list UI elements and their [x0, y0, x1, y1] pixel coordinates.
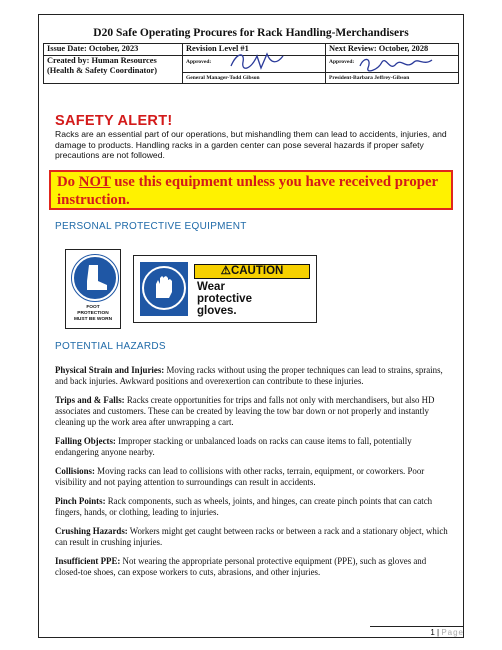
hazard-item: Trips and & Falls: Racks create opportunities for trips and falls not only with merchandisers, but also HD associates and customers. These can be created by leaving the tow bar down or not properly and instantly cleaning up the work area after unwrapping a cart. — [55, 394, 435, 427]
footer-rule — [370, 626, 464, 627]
hazard-item: Collisions: Moving racks can lead to collisions with other racks, terrain, equipment, or coworkers. Poor visibility and not paying attention to surroundings can result in accidents. — [55, 465, 425, 487]
hazards-list — [55, 365, 453, 586]
page-number: 1 — [430, 628, 435, 637]
revision-cell: Revision Level #1 — [183, 44, 326, 56]
approver-gm-cell: General Manager-Todd Gibson — [183, 73, 326, 84]
warning-emphasis: NOT — [78, 174, 111, 190]
document-page — [38, 14, 464, 638]
document-header-table — [43, 43, 459, 84]
wear-gloves-text: Wear protective gloves. — [197, 281, 252, 317]
issue-date-cell: Issue Date: October, 2023 — [44, 44, 183, 56]
hazard-item: Falling Objects: Improper stacking or unbalanced loads on racks can cause items to fall, potentially endangering anyone nearby. — [55, 435, 412, 457]
foot-protection-sign — [65, 249, 121, 329]
created-by-cell: Created by: Human Resources (Health & Safety Coordinator) — [44, 56, 183, 84]
page-label: Page — [441, 628, 464, 637]
safety-alert-title: SAFETY ALERT! — [55, 113, 173, 129]
document-title: D20 Safe Operating Procures for Rack Handling-Merchandisers — [93, 27, 409, 39]
boot-icon — [72, 255, 118, 301]
gloves-caution-sign — [133, 255, 317, 323]
gm-signature-icon — [227, 50, 287, 72]
approver-president-cell: President-Barbara Jeffrey-Gibson — [326, 73, 459, 84]
page-footer: 1 | Page — [430, 628, 464, 637]
president-signature-icon — [356, 54, 436, 76]
hazard-item: Crushing Hazards: Workers might get caught between racks or between a rack and a stationary object, which can result in crushing injuries. — [55, 525, 448, 547]
approval-president-cell: Approved: — [326, 56, 459, 73]
caution-label: ⚠CAUTION — [194, 264, 310, 279]
safety-alert-text: Racks are an essential part of our operations, but mishandling them can lead to accidents, injuries, and damage to products. Handling racks in a garden center can pose several hazards if proper safety precautions are not followed. — [55, 129, 447, 161]
warning-banner: Do NOT use this equipment unless you have received proper instruction. — [49, 170, 453, 210]
approval-gm-cell: Approved: — [183, 56, 326, 73]
ppe-heading: PERSONAL PROTECTIVE EQUIPMENT — [55, 221, 247, 232]
gloves-icon — [142, 266, 186, 310]
hazards-heading: POTENTIAL HAZARDS — [55, 341, 166, 352]
foot-protection-caption: FOOT PROTECTION MUST BE WORN — [73, 305, 113, 322]
hazard-item: Insufficient PPE: Not wearing the appropriate personal protective equipment (PPE), such as gloves and closed-toe shoes, can expose workers to cuts, abrasions, and other injuries. — [55, 555, 427, 577]
gloves-icon-panel — [140, 262, 188, 316]
hazard-item: Physical Strain and Injuries: Moving racks without using the proper techniques can lead to strains, sprains, and back injuries. Awkward positions and overexertion can contribute to these injuries. — [55, 365, 443, 386]
hazard-item: Pinch Points: Rack components, such as wheels, joints, and hinges, can create pinch points that can catch fingers, hands, or clothing, leading to injuries. — [55, 495, 433, 517]
next-review-cell: Next Review: October, 2028 — [326, 44, 459, 56]
